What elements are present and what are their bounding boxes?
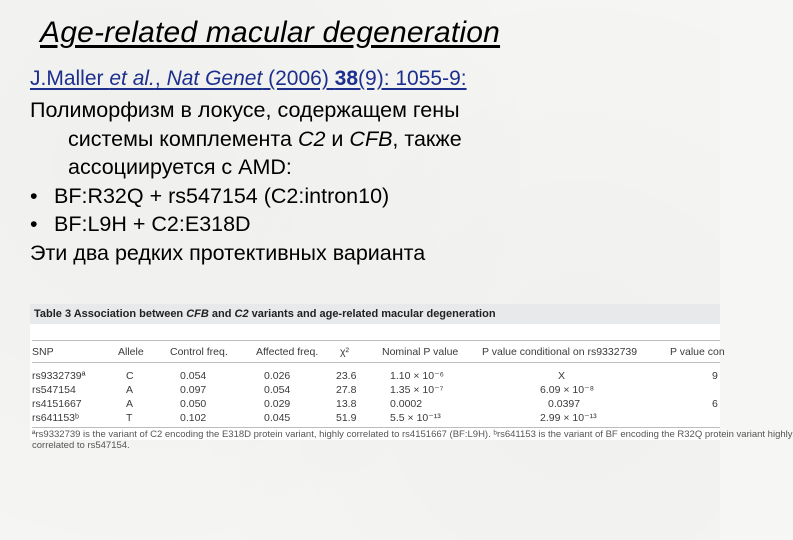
gene-c2: C2: [297, 126, 326, 151]
table-bottom-rule: [32, 427, 720, 428]
table-cell-snp: rs547154: [32, 384, 76, 396]
citation-year: (2006): [262, 67, 335, 90]
table-cell-control: 0.102: [180, 412, 207, 424]
citation-issue-pages: (9): 1055-9:: [358, 67, 467, 90]
table-cell-control: 0.054: [180, 370, 207, 382]
body-line-1: Полиморфизм в локусе, содержащем гены: [30, 98, 460, 122]
col-header-pval-cond: P value con: [670, 346, 725, 358]
table-cell-nominal: 1.35 × 10⁻⁷: [390, 384, 444, 396]
table-footnote-1: ªrs9332739 is the variant of C2 encoding the E318D protein variant, highly correlated to rs4151667 (BF:L9H). ᵇrs641153 is the variant of BF encoding the R32Q protein variant highly: [32, 429, 793, 440]
col-header-affected: Affected freq.: [256, 346, 319, 358]
col-header-snp: SNP: [32, 346, 54, 358]
citation-etal: et al.: [109, 67, 155, 90]
table-title-cfb: CFB: [186, 308, 209, 320]
table-top-rule: [32, 340, 720, 341]
table-title-prefix: Table 3 Association between: [34, 308, 187, 320]
citation-journal: Nat Genet: [166, 67, 263, 90]
table-cell-affected: 0.045: [264, 412, 291, 424]
body-line-3: ассоциируется с AMD:: [68, 155, 292, 180]
association-table: [30, 304, 793, 451]
table-cell-control: 0.050: [180, 398, 207, 410]
table-cell-chi2: 13.8: [336, 398, 357, 410]
bullet-icon: •: [30, 212, 38, 237]
table-cell-nominal: 5.5 × 10⁻¹³: [390, 412, 441, 424]
bullet-item-2: [30, 210, 710, 239]
body-line-last: Эти два редких протективных варианта: [30, 240, 426, 265]
table-cell-conditional: 0.0397: [548, 398, 581, 410]
table-cell-chi2: 27.8: [336, 384, 357, 396]
slide-body: [30, 96, 710, 268]
table-cell-affected: 0.026: [264, 370, 291, 382]
table-cell-allele: A: [126, 384, 134, 396]
slide-title: Age-related macular degeneration: [40, 16, 501, 49]
table-cell-chi2: 23.6: [336, 370, 357, 382]
table-cell-conditional: 6.09 × 10⁻⁸: [540, 384, 595, 396]
table-title-bar: [30, 304, 720, 324]
table-cell-allele: A: [126, 398, 134, 410]
bullet-icon: •: [30, 183, 38, 208]
table-cell-allele: T: [126, 412, 133, 424]
table-cell-snp: rs641153ᵇ: [32, 412, 79, 424]
table-cell-conditional: 2.99 × 10⁻¹³: [540, 412, 597, 424]
citation-link[interactable]: [30, 67, 467, 91]
citation-authors: J.Maller: [30, 67, 104, 90]
body-line-2-a: системы комплемента: [68, 126, 298, 151]
table-title: [34, 308, 496, 320]
table-cell-control: 0.097: [180, 384, 207, 396]
table-cell-affected: 0.029: [264, 398, 291, 410]
table-title-c2: C2: [234, 308, 249, 320]
body-line-2-b: и: [325, 126, 350, 151]
table-header-rule: [32, 362, 720, 363]
col-header-chi2: χ²: [340, 346, 350, 358]
citation-volume: 38: [334, 67, 359, 90]
body-line-2: [30, 125, 710, 154]
col-header-allele: Allele: [118, 346, 144, 358]
table-cell-snp: rs4151667: [32, 398, 82, 410]
citation-sep: ,: [154, 67, 167, 90]
col-header-conditional: P value conditional on rs9332739: [482, 346, 638, 358]
col-header-nominal: Nominal P value: [382, 346, 459, 358]
bullet-text-2: BF:L9H + C2:E318D: [54, 212, 251, 237]
table-cell-extra: 9: [712, 370, 718, 382]
body-line-2-c: , также: [392, 126, 462, 151]
table-title-suffix: variants and age-related macular degeneration: [248, 308, 496, 320]
gene-cfb: CFB: [349, 126, 393, 151]
col-header-control: Control freq.: [170, 346, 228, 358]
table-cell-chi2: 51.9: [336, 412, 357, 424]
table-cell-extra: 6: [712, 398, 718, 410]
bullet-item-1: [30, 182, 710, 211]
table-cell-nominal: 0.0002: [390, 398, 423, 410]
table-cell-allele: C: [126, 370, 134, 382]
bullet-text-1: BF:R32Q + rs547154 (C2:intron10): [54, 183, 390, 208]
table-footnote-2: correlated to rs547154.: [32, 440, 130, 451]
table-cell-nominal: 1.10 × 10⁻⁶: [390, 370, 444, 382]
table-cell-conditional: X: [558, 370, 566, 382]
table-cell-snp: rs9332739ª: [32, 370, 86, 382]
table-title-mid: and: [208, 308, 235, 320]
table-cell-affected: 0.054: [264, 384, 291, 396]
